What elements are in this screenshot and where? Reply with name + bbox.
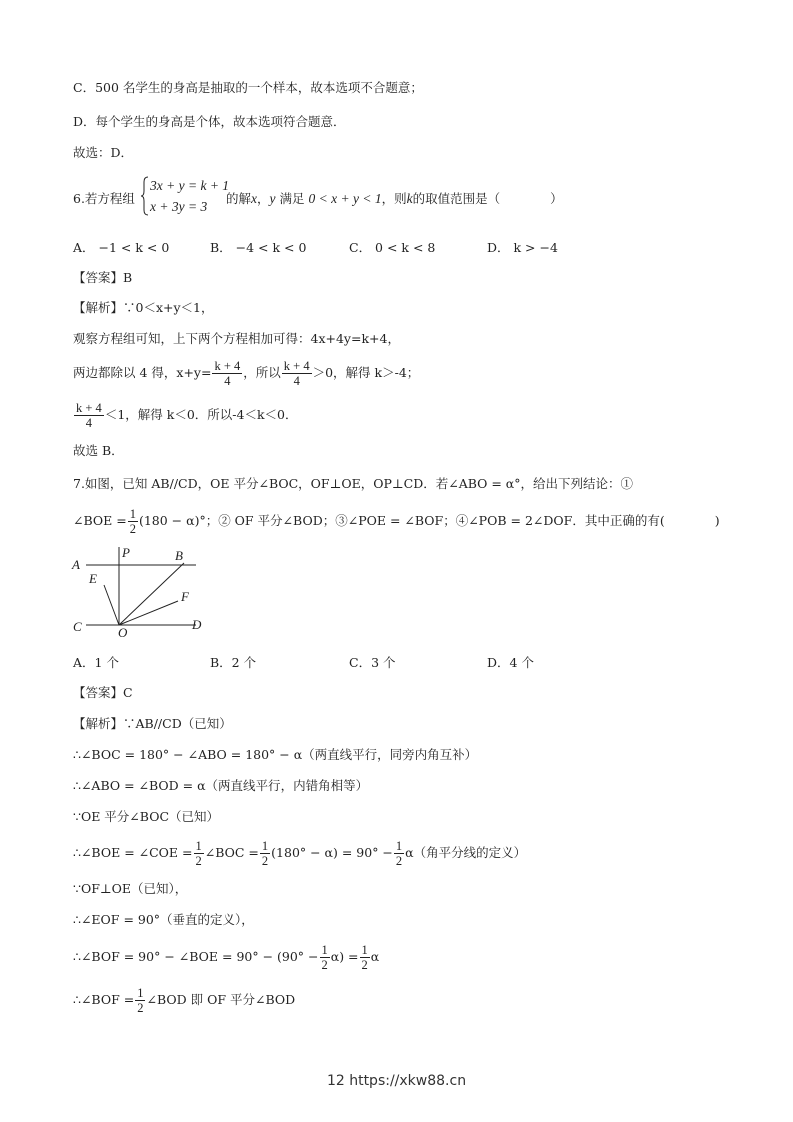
geometry-figure [68,545,218,645]
frac-den: 2 [261,854,269,868]
q7-step-2: ∴∠BOC = 180° − ∠ABO = 180° − α（两直线平行，同旁内角互补） [73,747,478,762]
frac-den: 4 [224,374,231,388]
option-c-text: C．500 名学生的身高是抽取的一个样本，故本选项不合题意； [73,80,423,95]
q6-expl-4 [73,397,297,433]
q7-step-8a: ∴∠BOF = 90° − ∠BOE = 90° − (90° − [73,949,319,964]
frac-num: 1 [361,943,368,957]
q7-line-1: 7.如图，已知 AB//CD，OE 平分∠BOC，OF⊥OE，OP⊥CD．若∠ABO = α°，给出下列结论：① [73,476,633,491]
q7-step-3: ∴∠ABO = ∠BOD = α（两直线平行，内错角相等） [73,778,369,793]
q6-expl-3a: 两边都除以 4 得，x+y= [73,365,212,380]
line-of [119,601,178,625]
q6-expl-3c: ＞0，解得 k＞-4； [312,365,420,380]
choose-b: 故选 B． [73,443,124,458]
q6-answer: 【答案】B [73,270,133,285]
q7-step-9a: ∴∠BOF = [73,992,135,1007]
q6-expl-1: 【解析】∵0＜x+y＜1， [73,300,214,315]
q6-expl-4b: ＜1，解得 k＜0．所以-4＜k＜0． [104,407,298,422]
frac-num: 1 [321,943,328,957]
frac-num: k + 4 [76,401,102,415]
fraction-half [260,839,270,868]
label-d: D [192,617,202,632]
q6-expl-3 [73,355,419,391]
q7-step-5c: (180° − α) = 90° − [271,845,393,860]
q7-line-2 [73,503,720,539]
q7-line-2a: ∠BOE = [73,513,127,528]
q6-option-a: A． −1 < k < 0 [73,240,170,255]
label-a: A [72,557,80,572]
q7-step-1: 【解析】∵AB//CD（已知） [73,716,232,731]
q6-equation-1: 3x + y = k + 1 [150,178,230,193]
q6-option-c: C． 0 < k < 8 [349,240,436,255]
label-e: E [89,571,97,586]
label-c: C [73,619,82,634]
frac-den: 2 [129,522,136,536]
fraction-half [128,507,138,536]
q7-step-8 [73,939,379,975]
q7-step-8b: α) = [330,949,359,964]
q7-step-9 [73,982,295,1018]
q6-y: y [269,191,276,206]
fraction-k4-over-4 [212,359,242,388]
q6-suffix: 的取值范围是（ ） [412,191,563,206]
frac-num: 1 [261,839,269,853]
q7-option-d: D．4 个 [487,655,534,670]
line-ob [119,563,184,625]
page-footer: 12 https://xkw88.cn [326,1073,467,1089]
q7-step-7: ∴∠EOF = 90°（垂直的定义）， [73,912,254,927]
q7-option-c: C．3 个 [349,655,396,670]
frac-den: 4 [85,416,93,430]
choose-d: 故选：D． [73,145,134,160]
fraction-k4-over-4 [282,359,312,388]
frac-num: 1 [195,839,202,853]
q6-x: x [251,191,258,206]
q7-step-6: ∵OF⊥OE（已知）， [73,881,188,896]
frac-num: 1 [137,986,144,1000]
q7-step-5a: ∴∠BOE = ∠COE = [73,845,193,860]
q7-option-a: A．1 个 [73,655,119,670]
q6-option-d: D． k > −4 [487,240,558,255]
q6-expl-2: 观察方程组可知，上下两个方程相加可得：4x+4y=k+4， [73,331,400,346]
fraction-half [135,986,145,1015]
q6-cond-text: 满足 [279,191,305,206]
q7-step-5d: α（角平分线的定义） [405,845,527,860]
q6-comma: ， [257,191,270,206]
q6-k: k [406,191,413,206]
q6-mid: 的解 [226,191,252,206]
label-f: F [181,589,189,604]
frac-num: k + 4 [283,359,310,373]
q7-step-5 [73,835,526,871]
fraction-half [360,943,370,972]
q6-expl-3b: ，所以 [243,365,281,380]
q7-step-4: ∵OE 平分∠BOC（已知） [73,809,220,824]
fraction-half [320,943,330,972]
q6-equation-2: x + 3y = 3 [150,199,208,214]
frac-den: 2 [195,854,202,868]
fraction-k4-over-4 [74,401,104,430]
fraction-half [194,839,204,868]
q7-option-b: B．2 个 [210,655,257,670]
frac-den: 2 [137,1001,144,1015]
frac-num: k + 4 [214,359,241,373]
line-oe [104,585,119,625]
q7-step-9b: ∠BOD 即 OF 平分∠BOD [146,992,296,1007]
q7-line-2b: (180 − α)°；② OF 平分∠BOD；③∠POE = ∠BOF；④∠POB = 2∠DOF．其中正确的有( ) [138,513,720,528]
frac-num: 1 [395,839,403,853]
frac-den: 2 [321,958,328,972]
frac-num: 1 [129,507,136,521]
q6-prefix: 6.若方程组 [73,191,135,206]
q6-option-b: B． −4 < k < 0 [210,240,307,255]
q7-answer: 【答案】C [73,685,133,700]
frac-den: 4 [293,374,300,388]
brace-icon [141,176,149,216]
q7-step-5b: ∠BOC = [204,845,259,860]
q6-text [226,191,563,207]
label-b: B [175,548,183,563]
label-o: O [118,625,128,640]
fraction-half [394,839,404,868]
label-p: P [122,545,130,560]
frac-den: 2 [395,854,403,868]
q6-cond: 0 < x + y < 1 [308,191,382,206]
q7-step-8c: α [370,949,380,964]
frac-den: 2 [361,958,368,972]
option-d-text: D．每个学生的身高是个体，故本选项符合题意． [73,114,346,129]
q6-then: ，则 [381,191,407,206]
